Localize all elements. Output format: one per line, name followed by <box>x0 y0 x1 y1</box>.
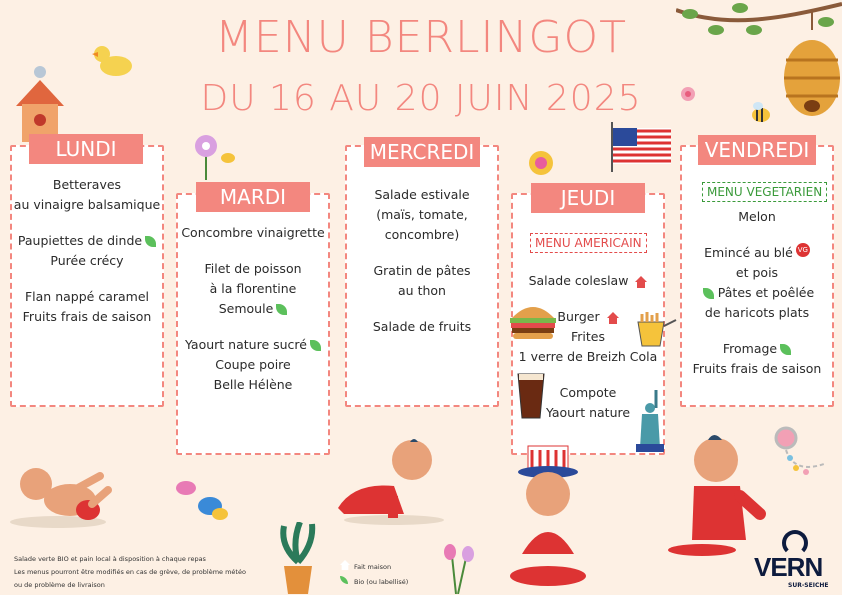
us-flag-icon <box>608 122 674 172</box>
bee-icon <box>748 100 774 126</box>
butterflies-illustration <box>172 476 232 526</box>
vegetarian-menu-badge: MENU VEGETARIEN <box>702 182 827 202</box>
menu-item: au vinaigre balsamique <box>13 197 161 212</box>
homemade-house-icon <box>607 312 619 324</box>
menu-item: Purée crécy <box>50 253 124 268</box>
menu-item: Compote <box>559 385 617 400</box>
rattle-toy-illustration <box>770 424 830 494</box>
menu-item: Semoule <box>218 301 274 316</box>
menu-item: Betteraves <box>52 177 122 192</box>
monday-card <box>10 145 164 407</box>
tuesday-card <box>176 193 330 455</box>
menu-item: Yaourt nature sucré <box>185 337 307 352</box>
footer-line: Les menus pourront être modifiés en cas de grève, de problème météo <box>14 568 246 576</box>
organic-leaf-icon <box>310 340 321 351</box>
flower-small-icon <box>678 84 698 104</box>
plant-pot-illustration <box>274 522 322 594</box>
menu-item: Fruits frais de saison <box>692 361 822 376</box>
legend-house-icon <box>340 560 350 570</box>
baby-kneeling-illustration <box>664 430 768 560</box>
day-label-wednesday: MERCREDI <box>364 137 480 167</box>
legend-homemade: Fait maison <box>354 563 392 571</box>
footer-line: ou de problème de livraison <box>14 581 105 589</box>
menu-item: Filet de poisson <box>204 261 302 276</box>
menu-item: Flan nappé caramel <box>24 289 149 304</box>
menu-item: Frites <box>571 329 605 344</box>
pacifier-icon <box>526 148 556 178</box>
vegetarian-badge-icon: VG <box>796 243 810 257</box>
menu-item: Gratin de pâtes <box>373 263 471 278</box>
menu-item: de haricots plats <box>704 305 810 320</box>
day-label-tuesday: MARDI <box>196 182 310 212</box>
menu-item: Melon <box>738 209 776 224</box>
baby-lying-illustration <box>8 460 112 530</box>
menu-item: Pâtes et poêlée <box>717 285 815 300</box>
baby-sitting-hat-illustration <box>504 444 594 594</box>
menu-item: Concombre vinaigrette <box>181 225 325 240</box>
menu-item: Burger <box>557 309 600 324</box>
menu-item: Salade coleslaw <box>528 273 629 288</box>
menu-item: Coupe poire <box>215 357 291 372</box>
cola-glass-icon <box>516 372 546 420</box>
organic-leaf-icon <box>780 344 791 355</box>
menu-item: concombre) <box>384 227 460 242</box>
logo-tagline: SUR-SEICHE <box>788 582 829 589</box>
menu-item: Salade de fruits <box>372 319 472 334</box>
menu-item: (maïs, tomate, <box>376 207 468 222</box>
menu-item: Yaourt nature <box>545 405 631 420</box>
menu-item: Belle Hélène <box>213 377 293 392</box>
organic-leaf-icon <box>703 288 714 299</box>
footer-notes <box>14 553 246 592</box>
logo-text: VERN <box>754 552 823 582</box>
legend-leaf-icon <box>340 576 348 584</box>
homemade-house-icon <box>635 276 647 288</box>
flowers-illustration <box>440 544 476 594</box>
flower-bee-icon <box>190 130 238 182</box>
menu-item: 1 verre de Breizh Cola <box>518 349 658 364</box>
menu-title: MENU BERLINGOT <box>214 12 628 63</box>
menu-item: Emincé au blé <box>704 245 793 260</box>
vern-logo <box>754 530 834 590</box>
day-label-friday: VENDREDI <box>698 135 816 165</box>
menu-item: et pois <box>735 265 779 280</box>
statue-of-liberty-icon <box>634 388 666 452</box>
organic-leaf-icon <box>276 304 287 315</box>
menu-item: à la florentine <box>209 281 297 296</box>
menu-item: Paupiettes de dinde <box>17 233 143 248</box>
burger-icon <box>508 300 558 340</box>
day-label-thursday: JEUDI <box>531 183 645 213</box>
fries-icon <box>634 312 678 348</box>
footer-line: Salade verte BIO et pain local à disposition à chaque repas <box>14 555 206 563</box>
day-label-monday: LUNDI <box>29 134 143 164</box>
menu-item: Fruits frais de saison <box>22 309 152 324</box>
organic-leaf-icon <box>145 236 156 247</box>
menu-date-range: DU 16 AU 20 JUIN 2025 <box>200 78 642 119</box>
menu-item: Fromage <box>722 341 778 356</box>
american-menu-badge: MENU AMERICAIN <box>530 233 647 253</box>
legend-organic: Bio (ou labellisé) <box>354 578 409 586</box>
wednesday-card <box>345 145 499 407</box>
menu-item: Salade estivale <box>374 187 470 202</box>
baby-crawling-illustration <box>324 436 444 526</box>
menu-item: au thon <box>398 283 446 298</box>
duck-icon <box>90 42 134 78</box>
